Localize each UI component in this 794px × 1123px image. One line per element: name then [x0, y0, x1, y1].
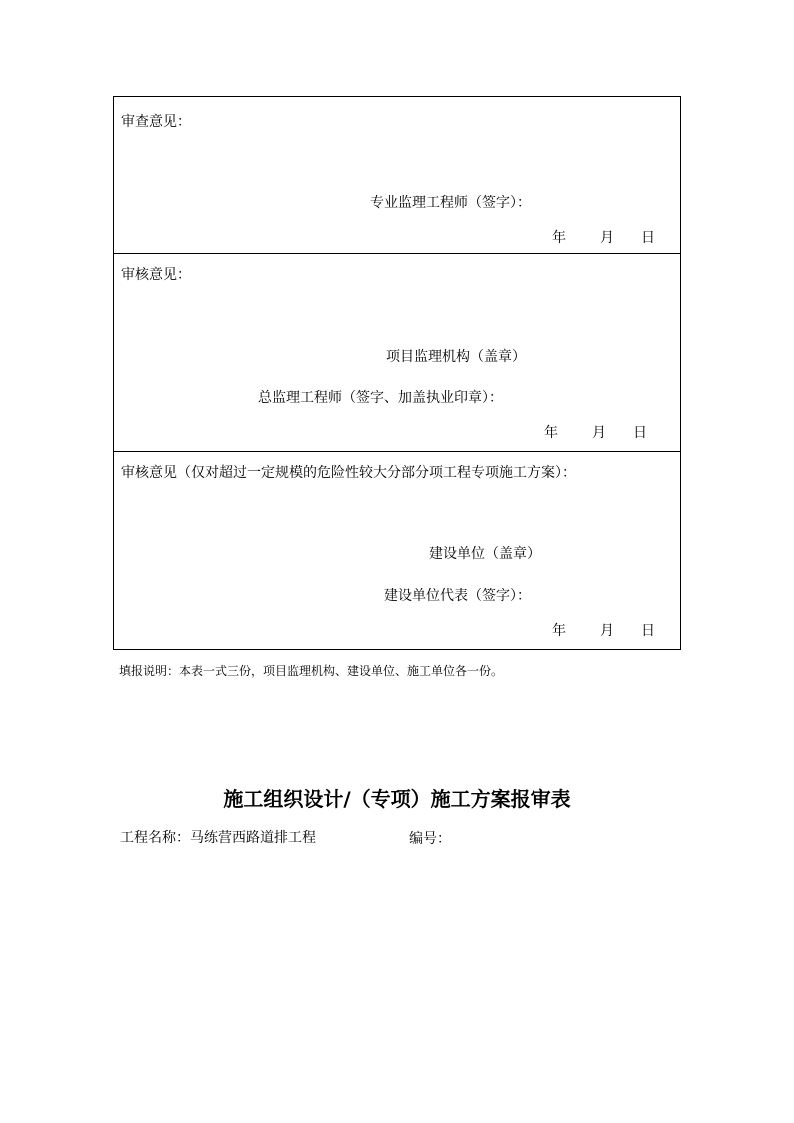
owner-opinion-heading: 审核意见（仅对超过一定规模的危险性较大分部分项工程专项施工方案）： — [121, 465, 576, 481]
owner-opinion-section — [114, 452, 680, 649]
date-day-label: 日 — [641, 623, 655, 639]
audit-opinion-heading: 审核意见： — [121, 267, 191, 283]
form-code-label: 编号： — [409, 831, 451, 847]
date-year-label: 年 — [552, 230, 566, 246]
filing-instructions-note: 填报说明：本表一式三份，项目监理机构、建设单位、施工单位各一份。 — [119, 664, 504, 678]
review-opinion-section — [114, 97, 680, 254]
owner-unit-seal-label: 建设单位（盖章） — [429, 546, 541, 562]
supervising-engineer-signature-label: 专业监理工程师（签字）： — [370, 195, 531, 211]
date-month-label: 月 — [592, 425, 606, 441]
review-opinion-heading: 审查意见： — [121, 114, 191, 130]
date-month-label: 月 — [600, 230, 614, 246]
approval-form-table — [113, 96, 681, 650]
date-day-label: 日 — [633, 425, 647, 441]
date-month-label: 月 — [600, 623, 614, 639]
supervision-org-seal-label: 项目监理机构（盖章） — [386, 349, 526, 365]
project-name-label: 工程名称：马练营西路道排工程 — [120, 830, 316, 846]
form-title: 施工组织设计/（专项）施工方案报审表 — [223, 787, 571, 811]
date-year-label: 年 — [544, 425, 558, 441]
date-day-label: 日 — [641, 230, 655, 246]
owner-representative-signature-label: 建设单位代表（签字）： — [384, 588, 531, 604]
audit-opinion-section — [114, 254, 680, 452]
chief-engineer-signature-label: 总监理工程师（签字、加盖执业印章）： — [258, 390, 503, 406]
date-year-label: 年 — [552, 623, 566, 639]
